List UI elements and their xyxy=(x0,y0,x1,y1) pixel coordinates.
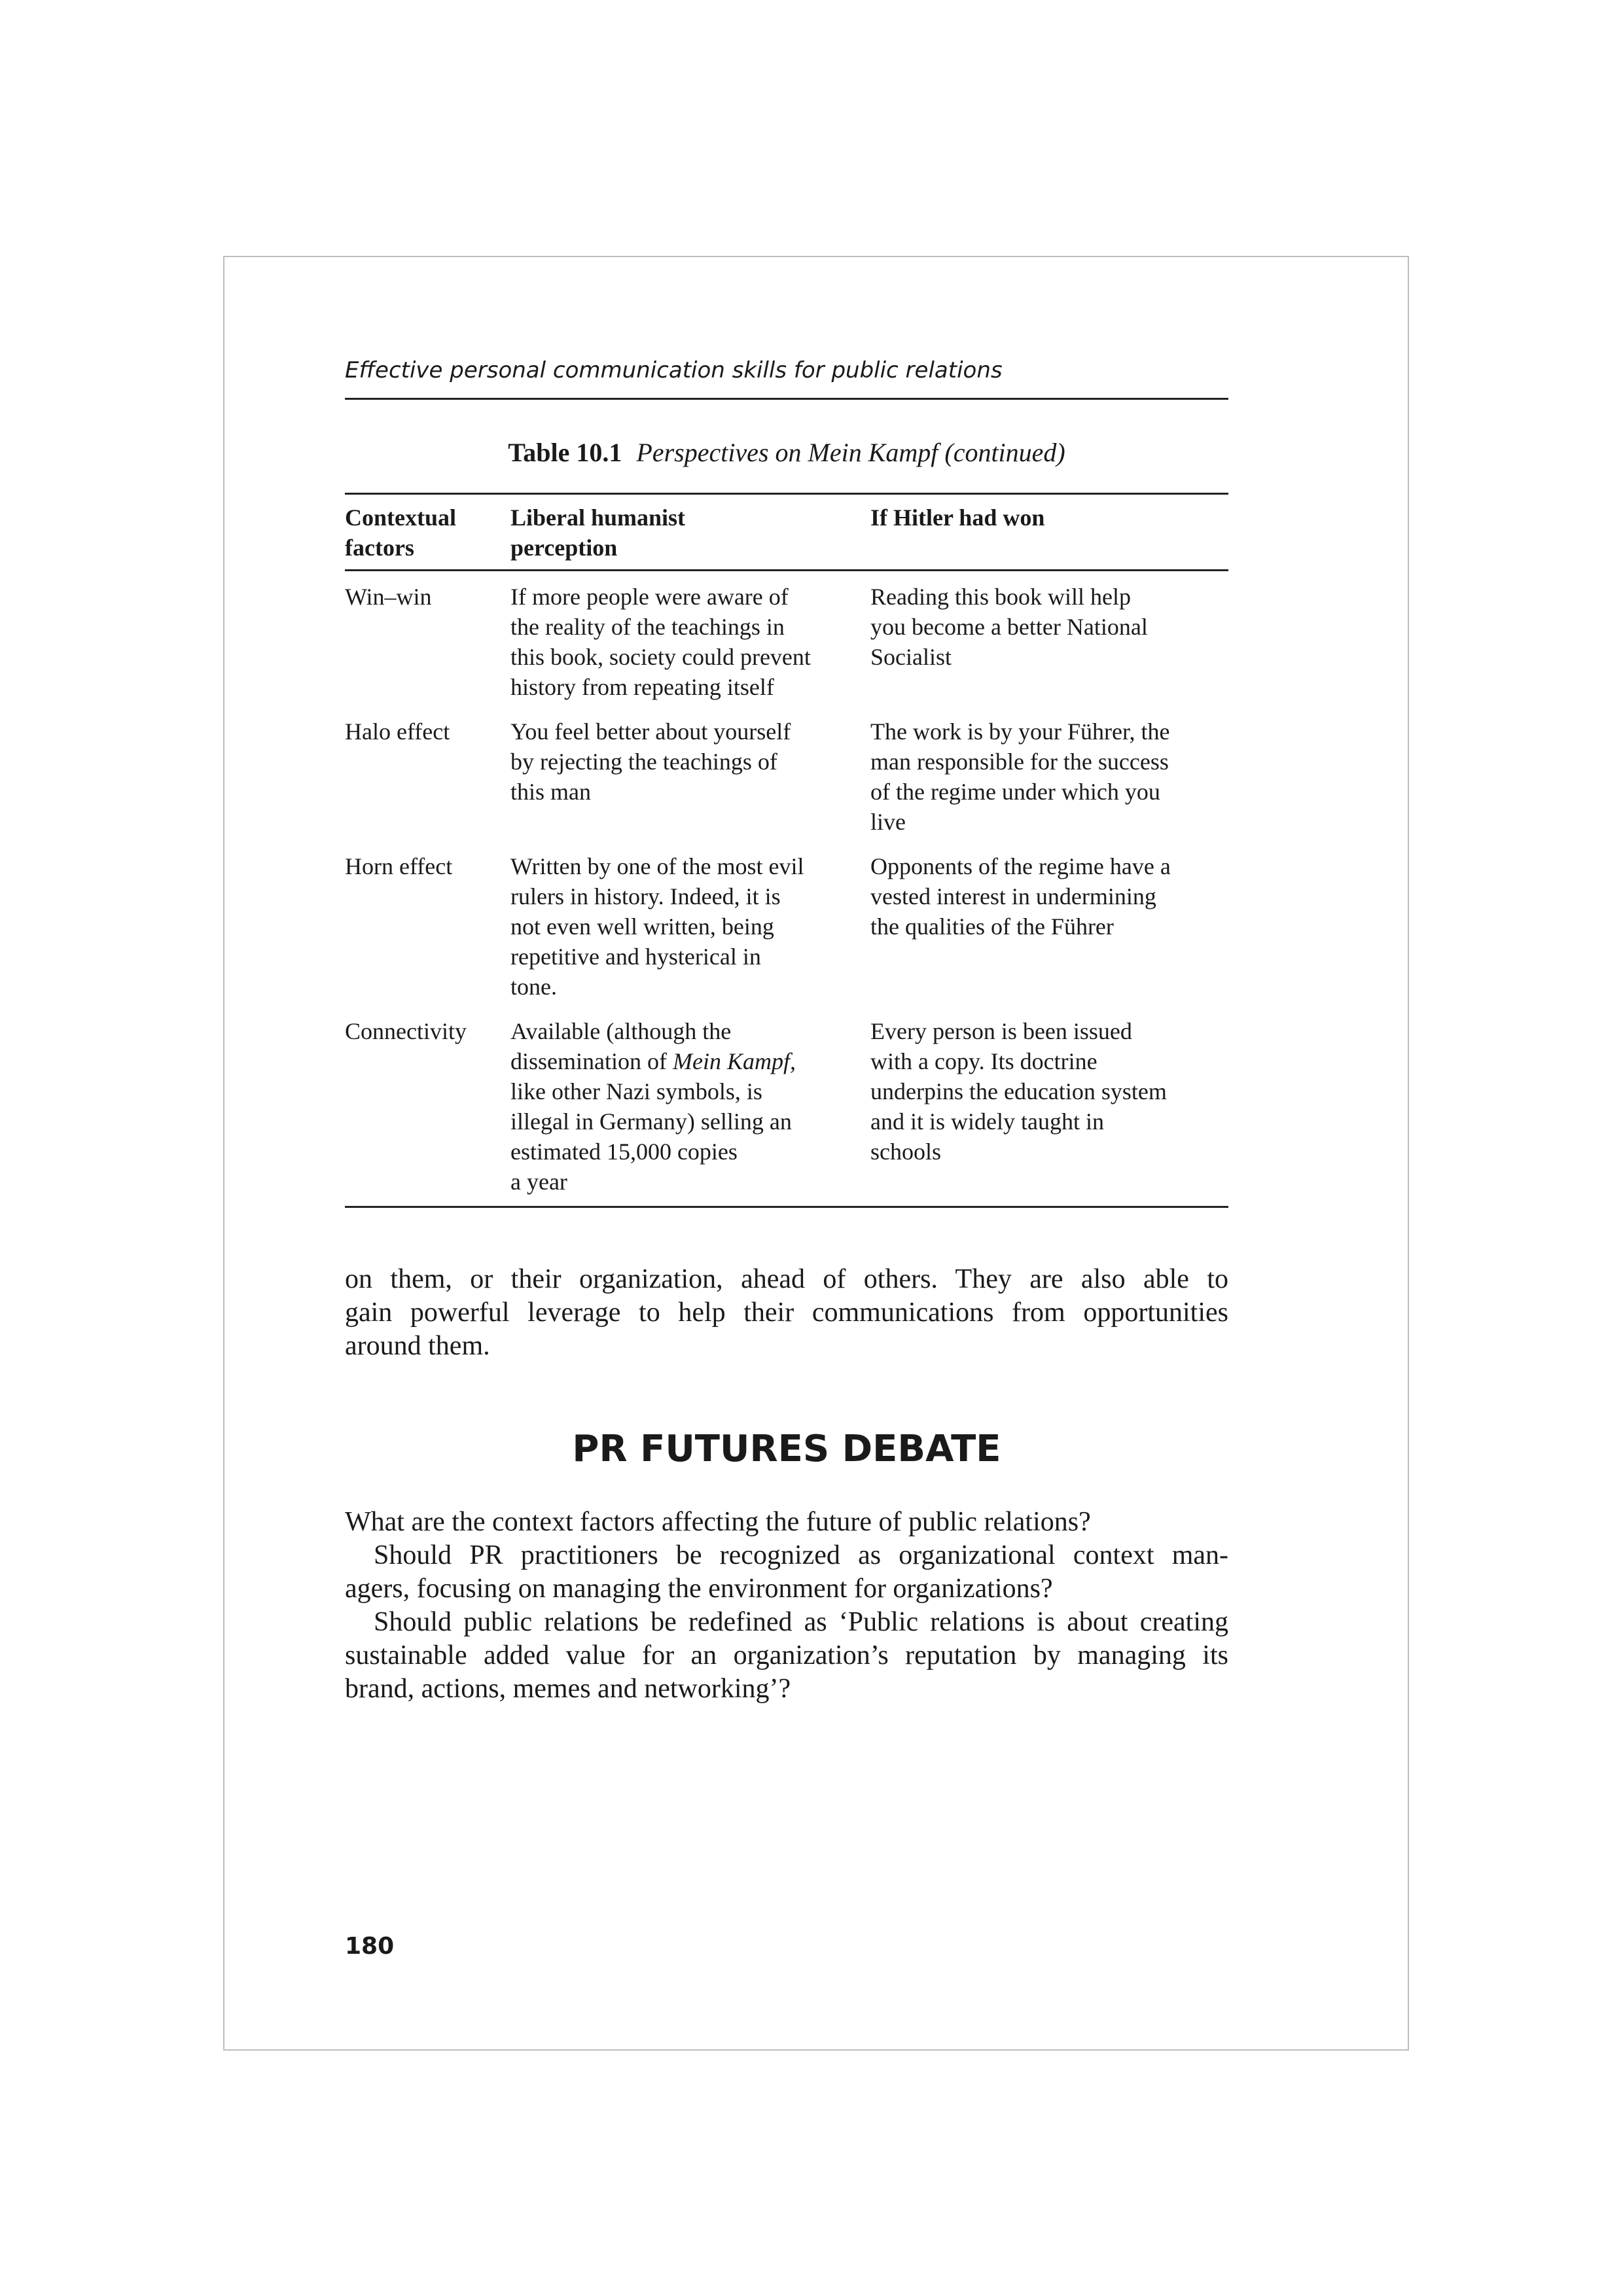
cell-line: by rejecting the teachings of xyxy=(510,749,777,775)
cell-line: If more people were aware of xyxy=(510,584,789,610)
header-line: Contextual xyxy=(345,504,456,531)
cell-line: estimated 15,000 copies xyxy=(510,1139,738,1165)
debate-line: Should PR practitioners be recognized as organizational context man- xyxy=(374,1540,1228,1570)
cell-line xyxy=(510,1046,870,1076)
table-title: Perspectives on Mein Kampf (continued) xyxy=(636,438,1065,467)
factor-cell xyxy=(345,716,510,837)
cell-line: and it is widely taught in xyxy=(870,1108,1104,1135)
cell-line: live xyxy=(870,809,906,835)
table-caption xyxy=(345,434,1228,471)
table-row xyxy=(345,837,1228,1002)
table-header-row xyxy=(345,495,1228,571)
body-paragraph xyxy=(345,1263,1228,1363)
hitler-cell xyxy=(870,582,1228,702)
paragraph-line: around them. xyxy=(345,1331,490,1361)
cell-line: The work is by your Führer, the xyxy=(870,718,1170,745)
table-row xyxy=(345,571,1228,702)
cell-line: vested interest in undermining xyxy=(870,883,1156,910)
cell-line: a year xyxy=(510,1169,567,1195)
running-head: Effective personal communication skills for public relations xyxy=(345,352,1228,400)
header-if-hitler-had-won xyxy=(870,503,1228,563)
cell-line: of the regime under which you xyxy=(870,779,1160,805)
cell-line: rulers in history. Indeed, it is xyxy=(510,883,781,910)
debate-line: agers, focusing on managing the environment for organizations? xyxy=(345,1574,1053,1604)
cell-line: Connectivity xyxy=(345,1018,467,1044)
perspectives-table xyxy=(345,493,1228,1208)
factor-cell xyxy=(345,1016,510,1197)
header-line: perception xyxy=(510,535,618,561)
cell-line: Reading this book will help xyxy=(870,584,1131,610)
cell-line: like other Nazi symbols, is xyxy=(510,1078,762,1104)
hitler-cell xyxy=(870,1016,1228,1197)
cell-line: Written by one of the most evil xyxy=(510,853,804,879)
cell-line: Socialist xyxy=(870,644,952,670)
section-heading: PR FUTURES DEBATE xyxy=(572,1428,1001,1470)
debate-line: sustainable added value for an organization’s reputation by managing its xyxy=(345,1640,1228,1670)
cell-line: repetitive and hysterical in xyxy=(510,944,761,970)
cell-line: Opponents of the regime have a xyxy=(870,853,1171,879)
debate-paragraphs xyxy=(345,1506,1228,1706)
table-row xyxy=(345,1002,1228,1206)
liberal-cell xyxy=(510,851,870,1002)
liberal-cell xyxy=(510,1016,870,1197)
table-label: Table 10.1 xyxy=(508,438,622,467)
header-line: If Hitler had won xyxy=(870,504,1045,531)
debate-line: What are the context factors affecting the future of public relations? xyxy=(345,1507,1091,1537)
debate-line: Should public relations be redefined as ‘Public relations is about creating xyxy=(374,1607,1228,1637)
table-row xyxy=(345,702,1228,837)
cell-line: with a copy. Its doctrine xyxy=(870,1048,1097,1074)
header-line: factors xyxy=(345,535,414,561)
liberal-cell xyxy=(510,716,870,837)
page-number: 180 xyxy=(345,1933,395,1960)
cell-line: this book, society could prevent xyxy=(510,644,811,670)
cell-line: man responsible for the success xyxy=(870,749,1169,775)
factor-cell xyxy=(345,851,510,1002)
paragraph-line: on them, or their organization, ahead of others. They are also able to xyxy=(345,1264,1228,1294)
cell-line: illegal in Germany) selling an xyxy=(510,1108,792,1135)
cell-line: You feel better about yourself xyxy=(510,718,791,745)
book-title-italic: Mein Kampf, xyxy=(672,1048,796,1074)
debate-line: brand, actions, memes and networking’? xyxy=(345,1674,791,1704)
factor-cell xyxy=(345,582,510,702)
header-line: Liberal humanist xyxy=(510,504,686,531)
paragraph-line: gain powerful leverage to help their communications from opportunities xyxy=(345,1298,1228,1328)
cell-line: tone. xyxy=(510,974,557,1000)
liberal-cell xyxy=(510,582,870,702)
cell-line: Halo effect xyxy=(345,718,450,745)
cell-line: the qualities of the Führer xyxy=(870,913,1114,940)
cell-line: Horn effect xyxy=(345,853,453,879)
cell-line: this man xyxy=(510,779,591,805)
header-contextual-factors xyxy=(345,503,510,563)
cell-line: Every person is been issued xyxy=(870,1018,1132,1044)
cell-line: the reality of the teachings in xyxy=(510,614,785,640)
hitler-cell xyxy=(870,716,1228,837)
cell-line: Available (although the xyxy=(510,1018,732,1044)
cell-line: history from repeating itself xyxy=(510,674,774,700)
cell-text: dissemination of xyxy=(510,1048,673,1074)
header-liberal-humanist xyxy=(510,503,870,563)
cell-line: schools xyxy=(870,1139,941,1165)
hitler-cell xyxy=(870,851,1228,1002)
cell-line: not even well written, being xyxy=(510,913,774,940)
cell-line: you become a better National xyxy=(870,614,1148,640)
cell-line: Win–win xyxy=(345,584,432,610)
cell-line: underpins the education system xyxy=(870,1078,1167,1104)
